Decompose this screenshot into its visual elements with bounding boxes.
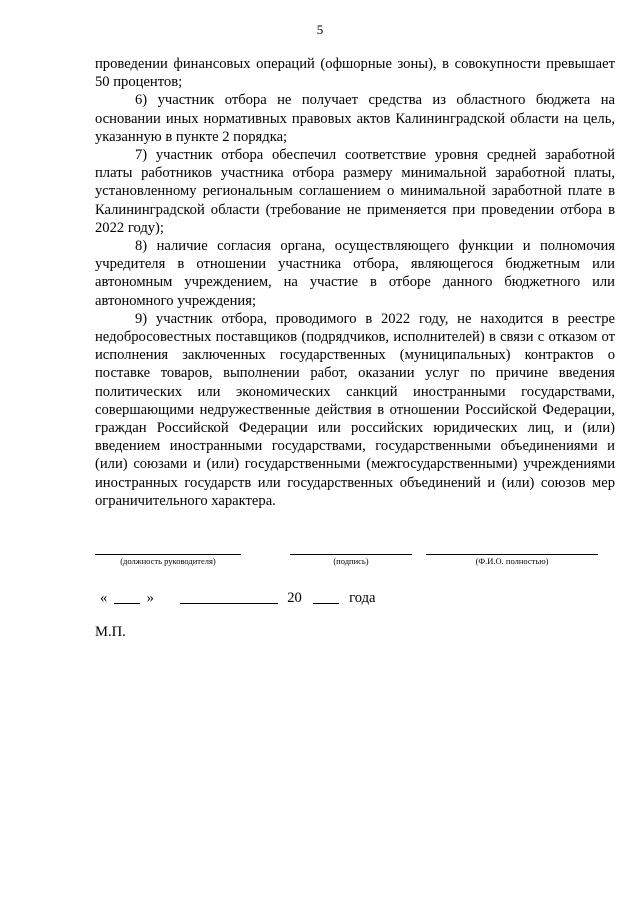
year-blank xyxy=(313,590,339,604)
position-signature-block xyxy=(95,543,241,573)
signature-caption: (подпись) xyxy=(333,556,369,566)
date-open-quote: « xyxy=(100,590,108,606)
page-number: 5 xyxy=(316,22,324,37)
year-suffix: года xyxy=(349,590,376,606)
name-line xyxy=(426,543,598,555)
month-blank xyxy=(180,590,278,604)
document-body xyxy=(95,55,615,510)
day-blank xyxy=(114,590,140,604)
signature-line xyxy=(290,543,412,555)
paragraph-item-8: 8) наличие согласия органа, осуществляющего функции и полномочия учредителя в отношении участника отбора, являющегося бюджетным или автономным учреждением, на участие в отборе данного бюджетного или автономного учреждения; xyxy=(95,238,615,309)
date-close-quote: » xyxy=(146,590,154,606)
name-caption: (Ф.И.О. полностью) xyxy=(475,556,549,566)
paragraph-item-9: 9) участник отбора, проводимого в 2022 году, не находится в реестре недобросовестных поставщиков (подрядчиков, исполнителей) в связи с отказом от исполнения заключенных государственных (муниципальных) контрактов о поставке товаров, выполнении работ, оказании услуг по причине введения политических или экономических санкций иностранными государствами, совершающими недружественные действия в отношении Российской Федерации, граждан Российской Федерации или российских юридических лиц, и (или) введением иностранными государствами, государственными объединениями и (или) союзами и (или) государственными (межгосударственными) учреждениями иностранных государств или государственных объединений и (или) союзов мер ограничительного характера. xyxy=(95,310,615,509)
position-caption: (должность руководителя) xyxy=(120,556,216,566)
year-prefix: 20 xyxy=(287,590,302,606)
paragraph-item-6: 6) участник отбора не получает средства из областного бюджета на основании иных нормативных правовых актов Калининградской области на цель, указанную в пункте 2 порядка; xyxy=(95,92,615,145)
name-signature-block xyxy=(426,543,598,573)
position-line xyxy=(95,543,241,555)
signature-block xyxy=(290,543,412,573)
date-line xyxy=(100,590,376,607)
stamp-label: М.П. xyxy=(95,624,126,640)
paragraph-item-7: 7) участник отбора обеспечил соответствие уровня средней заработной платы работников участника отбора размеру минимальной заработной платы, установленному региональным соглашением о минимальной заработной плате в Калининградской области (требование не применяется при проведении отбора в 2022 году); xyxy=(95,147,615,236)
paragraph-continuation: проведении финансовых операций (офшорные зоны), в совокупности превышает 50 процентов; xyxy=(95,56,615,91)
